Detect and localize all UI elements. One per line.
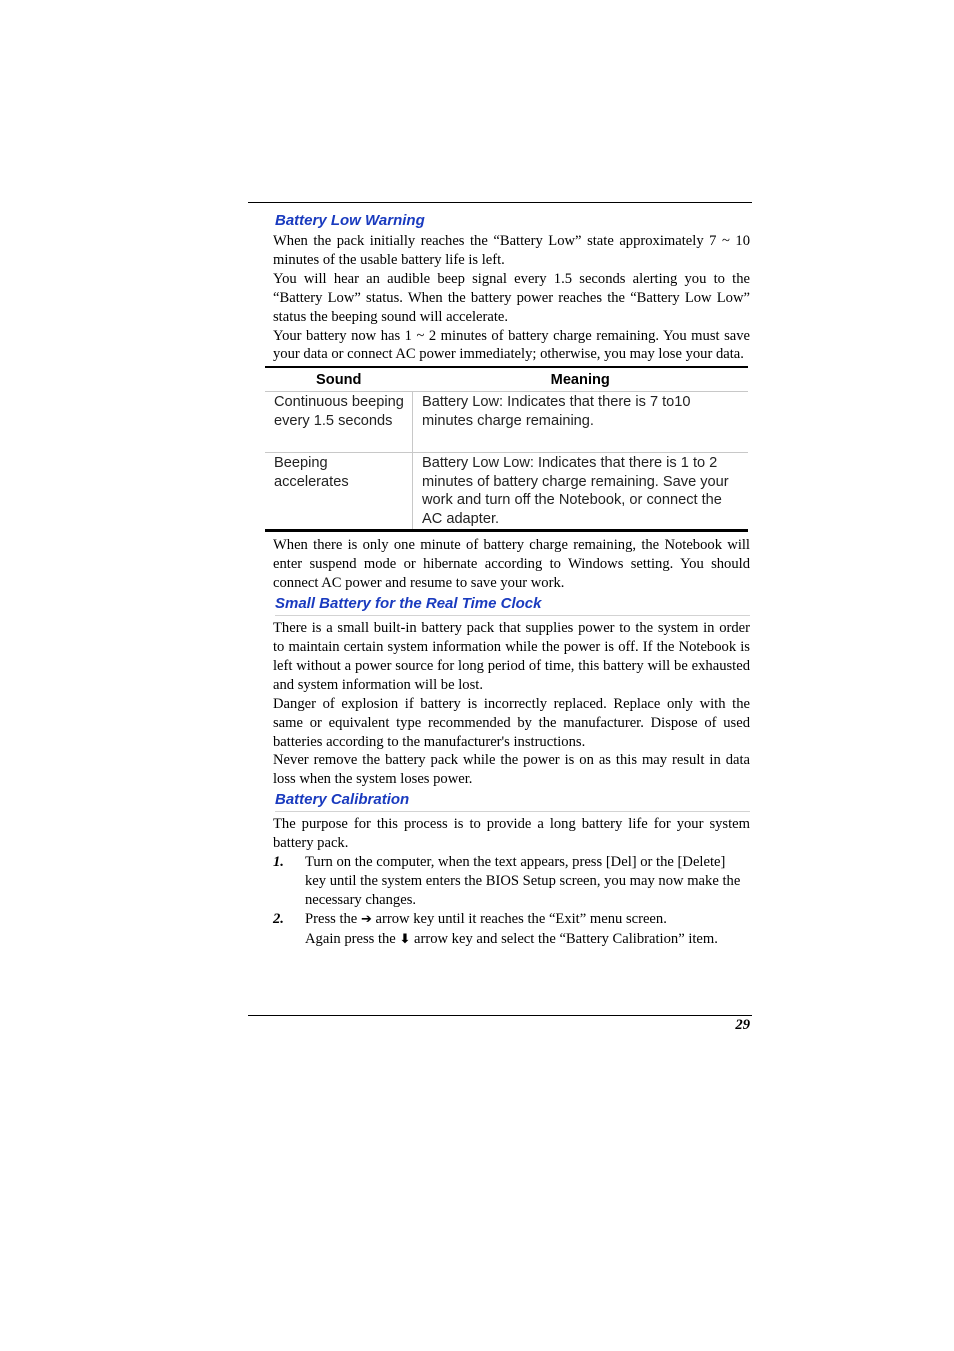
table-row xyxy=(265,392,748,453)
calibration-steps xyxy=(273,853,750,950)
paragraph: Danger of explosion if battery is incorrectly replaced. Replace only with the same or equivalent type recommended by the manufacturer. Dispose of used batteries according to the manufacturer's instructions. xyxy=(273,695,750,750)
bottom-rule xyxy=(248,1015,752,1016)
table-header-sound: Sound xyxy=(265,367,413,392)
page-content xyxy=(273,210,750,950)
step-text: Turn on the computer, when the text appears, press [Del] or the [Delete] key until the system enters the BIOS Setup screen, you may now make the necessary changes. xyxy=(305,854,741,908)
paragraph: When the pack initially reaches the “Battery Low” state approximately 7 ~ 10 minutes of the usable battery life is left. xyxy=(273,233,750,268)
table-cell-meaning: Battery Low Low: Indicates that there is 1 to 2 minutes of battery charge remaining. Save your work and turn off the Notebook, or connect the AC adapter. xyxy=(422,455,729,527)
paragraph: There is a small built-in battery pack that supplies power to the system in order to maintain certain system information while the power is off. If the Notebook is left without a power source for long period of time, this battery will be exhausted and system information will be lost. xyxy=(273,620,750,693)
heading-battery-calibration: Battery Calibration xyxy=(275,789,750,812)
step-text-part: Again press the xyxy=(305,930,400,947)
step-item xyxy=(273,853,750,910)
step-item xyxy=(273,910,750,950)
table-header-row xyxy=(265,367,748,392)
heading-small-battery: Small Battery for the Real Time Clock xyxy=(275,593,750,616)
table-header-meaning: Meaning xyxy=(413,367,749,392)
step-number: 1. xyxy=(273,854,284,871)
table-cell-meaning: Battery Low: Indicates that there is 7 to10 minutes charge remaining. xyxy=(413,392,749,453)
paragraph: The purpose for this process is to provide a long battery life for your system battery pack. xyxy=(273,816,750,852)
step-number: 2. xyxy=(273,910,284,927)
step-text-part: arrow key and select the “Battery Calibration” item. xyxy=(410,930,718,947)
table-cell-sound: Continuous beeping every 1.5 seconds xyxy=(265,392,413,453)
paragraph: Your battery now has 1 ~ 2 minutes of battery charge remaining. You must save your data or connect AC power immediately; otherwise, you may lose your data. xyxy=(273,327,750,363)
step-text-part: Press the xyxy=(305,910,361,927)
paragraph: Never remove the battery pack while the power is on as this may result in data loss when the system loses power. xyxy=(273,752,750,788)
heading-battery-low-warning: Battery Low Warning xyxy=(275,212,425,229)
step-text-part: arrow key until it reaches the “Exit” menu screen. xyxy=(371,910,667,927)
battery-warning-table xyxy=(265,366,748,532)
page-number: 29 xyxy=(735,1017,750,1033)
step-text xyxy=(305,910,750,950)
top-rule xyxy=(248,202,752,203)
table-cell-sound: Beeping accelerates xyxy=(265,453,413,531)
right-arrow-icon: ➔ xyxy=(360,911,372,927)
down-arrow-icon: ⬇ xyxy=(399,931,411,947)
paragraph: When there is only one minute of battery charge remaining, the Notebook will enter suspend mode or hibernate according to Windows setting. You should connect AC power and resume to save your work. xyxy=(273,537,750,592)
paragraph: You will hear an audible beep signal every 1.5 seconds alerting you to the “Battery Low” status. When the battery power reaches the “Battery Low Low” status the beeping sound will accelerate. xyxy=(273,270,750,325)
table-row xyxy=(265,453,748,531)
